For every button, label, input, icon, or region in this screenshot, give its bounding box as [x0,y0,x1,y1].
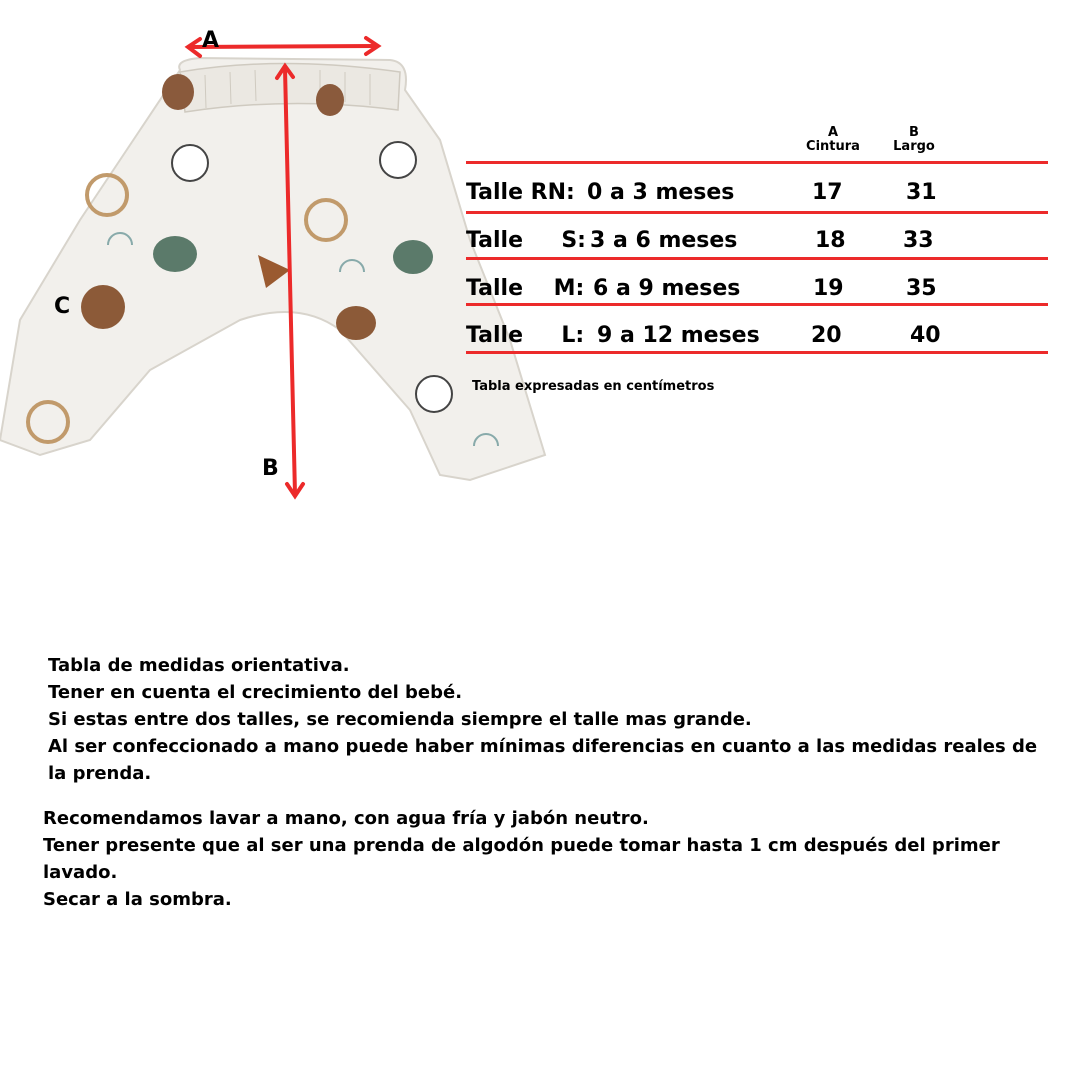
largo-value: 33 [903,228,934,253]
info-line: Si estas entre dos talles, se recomienda siempre el talle mas grande. [48,709,752,730]
baby-pants-illustration [0,0,560,520]
cintura-value: 18 [815,228,846,253]
measure-label-a: A [202,28,220,53]
table-rule [466,351,1048,354]
cintura-value: 19 [813,276,844,301]
size-label: Talle RN: [466,180,575,205]
table-rule [466,211,1048,214]
care-instructions [43,805,1003,913]
age-range: 0 a 3 meses [587,180,735,205]
cintura-value: 17 [812,180,843,205]
size-label: Talle M: [466,276,585,301]
table-rule [466,303,1048,306]
measure-label-c: C [54,294,71,319]
care-line: Tener presente que al ser una prenda de algodón puede tomar hasta 1 cm después del primer lavado. [43,835,1000,883]
age-range: 3 a 6 meses [590,228,738,253]
size-label: Talle L: [466,323,585,348]
care-line: Secar a la sombra. [43,889,232,910]
header-cintura [793,126,873,154]
info-line: Tabla de medidas orientativa. [48,655,350,676]
header-name-cintura: Cintura [806,139,860,154]
header-letter-b: B [909,125,919,140]
header-largo [874,126,954,154]
largo-value: 40 [910,323,941,348]
age-range: 6 a 9 meses [593,276,741,301]
size-label: Talle S: [466,228,586,253]
care-line: Recomendamos lavar a mano, con agua fría y jabón neutro. [43,808,649,829]
largo-value: 31 [906,180,937,205]
table-units-note: Tabla expresadas en centímetros [472,379,715,394]
largo-value: 35 [906,276,937,301]
measure-label-b: B [262,456,279,481]
sizing-notes [48,652,1048,787]
header-letter-a: A [827,125,839,140]
table-rule [466,257,1048,260]
info-line: Tener en cuenta el crecimiento del bebé. [48,682,463,703]
info-line: Al ser confeccionado a mano puede haber mínimas diferencias en cuanto a las medidas reales de la prenda. [48,736,1038,784]
age-range: 9 a 12 meses [597,323,760,348]
cintura-value: 20 [811,323,842,348]
header-name-largo: Largo [893,139,935,154]
table-rule [466,161,1048,164]
